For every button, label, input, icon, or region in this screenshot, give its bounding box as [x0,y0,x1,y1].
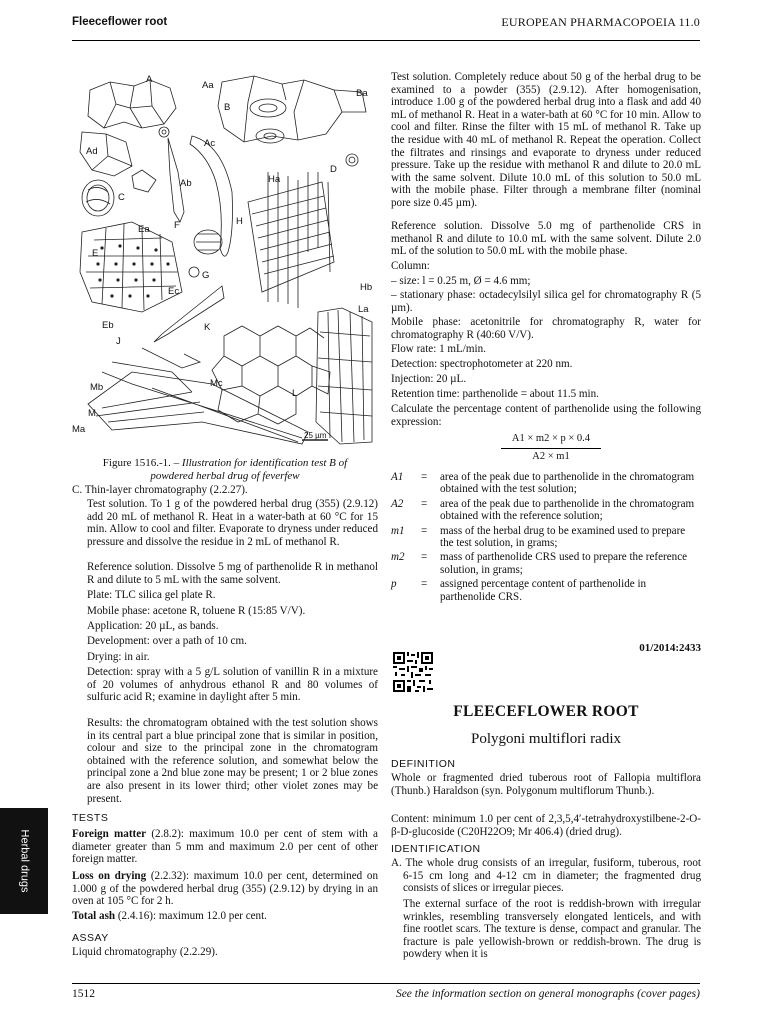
fig-label: Ad [86,146,98,157]
flow-rate: Flow rate: 1 mL/min. [391,343,486,355]
monograph-latin-name: Polygoni multiflori radix [471,731,621,747]
fig-label: M [88,408,96,419]
fig-label: La [358,304,369,315]
identification-a: A. The whole drug consists of an irregular, fusiform, tuberous, root 6-15 cm long and 4-12 cm in diameter; the fragmented drug consists of slices or irregular pieces. [391,857,701,895]
tlc-reference-solution: Reference solution. Dissolve 5 mg of parthenolide R in methanol R and dilute to 5 mL with the same solvent. [87,561,378,586]
publication-title: EUROPEAN PHARMACOPOEIA 11.0 [501,15,700,29]
tlc-test-solution: Test solution. To 1 g of the powdered herbal drug (355) (2.9.12) add 20 mL of methanol R. Heat in a water-bath at 60 °C for 15 min. Allow to cool and filter. Evaporate to dryness under reduced pressure and dissolve the residue in 2 mL of methanol R. [87,498,378,548]
fig-label: Ec [168,286,180,297]
assay-heading: ASSAY [72,932,109,944]
tlc-plate: Plate: TLC silica gel plate R. [87,589,216,601]
stationary-phase: – stationary phase: octadecylsilyl silica gel for chromatography R (5 µm). [391,289,701,314]
column-label: Column: [391,260,430,272]
total-ash: Total ash (2.4.16): maximum 12.0 per cent. [72,910,267,922]
symbol-legend [391,471,701,605]
legend-row: p = assigned percentage content of parthenolide in parthenolide CRS. [391,578,647,603]
scale-bar-label: 25 µm [304,431,327,440]
tlc-development: Development: over a path of 10 cm. [87,635,247,647]
microscopy-figure [72,72,378,450]
assay-method: Liquid chromatography (2.2.29). [72,946,218,958]
monograph-code: 01/2014:2433 [639,642,701,654]
header-rule [72,40,700,41]
fig-label: J [116,336,121,347]
section-tab [0,808,48,914]
assay-detection: Detection: spectrophotometer at 220 nm. [391,358,573,370]
assay-mobile-phase: Mobile phase: acetonitrile for chromatography R, water for chromatography R (40:60 V/V). [391,316,701,341]
fig-label: K [204,322,211,333]
section-tab-label: Herbal drugs [18,829,31,893]
fig-label: Eb [102,320,114,331]
footer-note: See the information section on general monographs (cover pages) [395,988,700,1000]
fig-label: G [202,270,210,281]
fig-label: Mb [90,382,104,393]
tlc-mobile-phase: Mobile phase: acetone R, toluene R (15:85 V/V). [87,605,306,617]
definition-heading: DEFINITION [391,758,456,770]
assay-test-solution: Test solution. Completely reduce about 50 g of the herbal drug to be examined to a powder (355) (2.9.12). After homogenisation, introduce 1.00 g of the powdered herbal drug into a flask and add 40 mL of methanol R. Heat in a water-bath at 60 °C for 10 min. Allow to cool and filter. Rinse the filter with 15 mL of methanol R. Take up the residue with 40 mL of methanol R. Repeat the operation. Collect the filtrates and rinsings and evaporate to dryness under reduced pressure. Take up the residue with methanol R and dilute to 20.0 mL with the same solvent. Dilute 10.0 mL of this solution to 50.0 mL with the mobile phase. Filter through a membrane filter (nominal pore size 0.45 µm). [391,71,701,209]
fig-label: Ac [204,138,216,149]
fig-label: Mc [210,378,223,389]
definition-text: Whole or fragmented dried tuberous root of Fallopia multiflora (Thunb.) Haraldson (syn. Polygonum multiflorum Thunb.). [391,772,701,797]
assay-reference-solution: Reference solution. Dissolve 5.0 mg of parthenolide CRS in methanol R and dilute to 10.0 mL with the same solvent. Dilute 2.0 mL of the solution to 50.0 mL with the mobile phase. [391,220,701,258]
calculation-text: Calculate the percentage content of parthenolide using the following expression: [391,403,701,428]
tlc-results: Results: the chromatogram obtained with the test solution shows in its central part a blue principal zone that is similar in position, colour and size to the principal zone in the chromatogram obtained with the reference solution, and somewhat below the principal zone a 2nd blue zone may be present; 1 or 2 blue zones are also present in its lower third; other violet zones may be present. [87,717,378,805]
loss-on-drying: Loss on drying (2.2.32): maximum 10.0 per cent, determined on 1.000 g of the powdered herbal drug (355) (2.9.12) by drying in an oven at 105 °C for 2 h. [72,870,378,908]
monograph-title: FLEECEFLOWER ROOT [453,703,639,720]
legend-row: m1 = mass of the herbal drug to be examined used to prepare the test solution, in grams; [391,524,686,550]
injection: Injection: 20 µL. [391,373,467,385]
tlc-detection: Detection: spray with a 5 g/L solution of vanillin R in a mixture of 20 volumes of anhydrous ethanol R and 80 volumes of sulfuric acid R; examine in daylight after 5 min. [87,666,378,704]
tests-heading: TESTS [72,812,109,824]
identification-a-description: The external surface of the root is reddish-brown with irregular wrinkles, resembling transversely elongated lenticels, and with fine rootlet scars. The texture is dense, compact and granular. The fracture is pale yellowish-brown or reddish-brown. The drug is powdery when it is [403,898,701,961]
test-c-title: C. Thin-layer chromatography (2.2.27). [72,484,248,496]
fig-label: Ma [72,424,86,435]
retention-time: Retention time: parthenolide = about 11.5 min. [391,388,599,400]
fig-label: B [224,102,231,113]
qr-code-icon[interactable] [391,650,435,694]
fig-label: D [330,164,337,175]
fig-label: F [174,220,180,231]
formula [501,433,601,463]
tlc-drying: Drying: in air. [87,651,150,663]
formula-denominator: A2 × m1 [532,450,570,462]
legend-row: A2 = area of the peak due to parthenolide in the chromatogram obtained with the reference solution; [391,497,695,523]
legend-row: A1 = area of the peak due to parthenolide in the chromatogram obtained with the test solution; [391,471,695,496]
identification-heading: IDENTIFICATION [391,843,481,855]
fig-label: L [292,388,298,399]
page-number: 1512 [72,988,95,1000]
fig-label: H [236,216,243,227]
fig-label: Ab [180,178,192,189]
fig-label: Aa [202,80,214,91]
running-title: Fleeceflower root [72,16,168,28]
fig-label: Ba [356,88,368,99]
foreign-matter: Foreign matter (2.8.2): maximum 10.0 per cent of stem with a diameter greater than 5 mm and maximum 2.0 per cent of other foreign matter. [72,828,378,866]
tlc-application: Application: 20 µL, as bands. [87,620,219,632]
fig-label: E [92,248,99,259]
fig-label: C [118,192,125,203]
fig-label: A [146,74,153,85]
figure-caption: Figure 1516.-1. – Illustration for identification test B of powdered herbal drug of feverfew [102,457,348,482]
fig-label: Ea [138,224,150,235]
formula-numerator: A1 × m2 × p × 0.4 [511,433,591,444]
legend-row: m2 = mass of parthenolide CRS used to prepare the reference solution, in grams; [391,551,688,576]
fraction-bar [501,448,601,449]
column-size: – size: l = 0.25 m, Ø = 4.6 mm; [391,275,531,287]
fig-label: Ha [268,174,281,185]
footer-rule [72,983,700,984]
fig-label: Hb [360,282,373,293]
content-text: Content: minimum 1.0 per cent of 2,3,5,4′-tetrahydroxystilbene-2-O-β-D-glucoside (C20H22O9; Mr 406.4) (dried drug). [391,813,701,838]
